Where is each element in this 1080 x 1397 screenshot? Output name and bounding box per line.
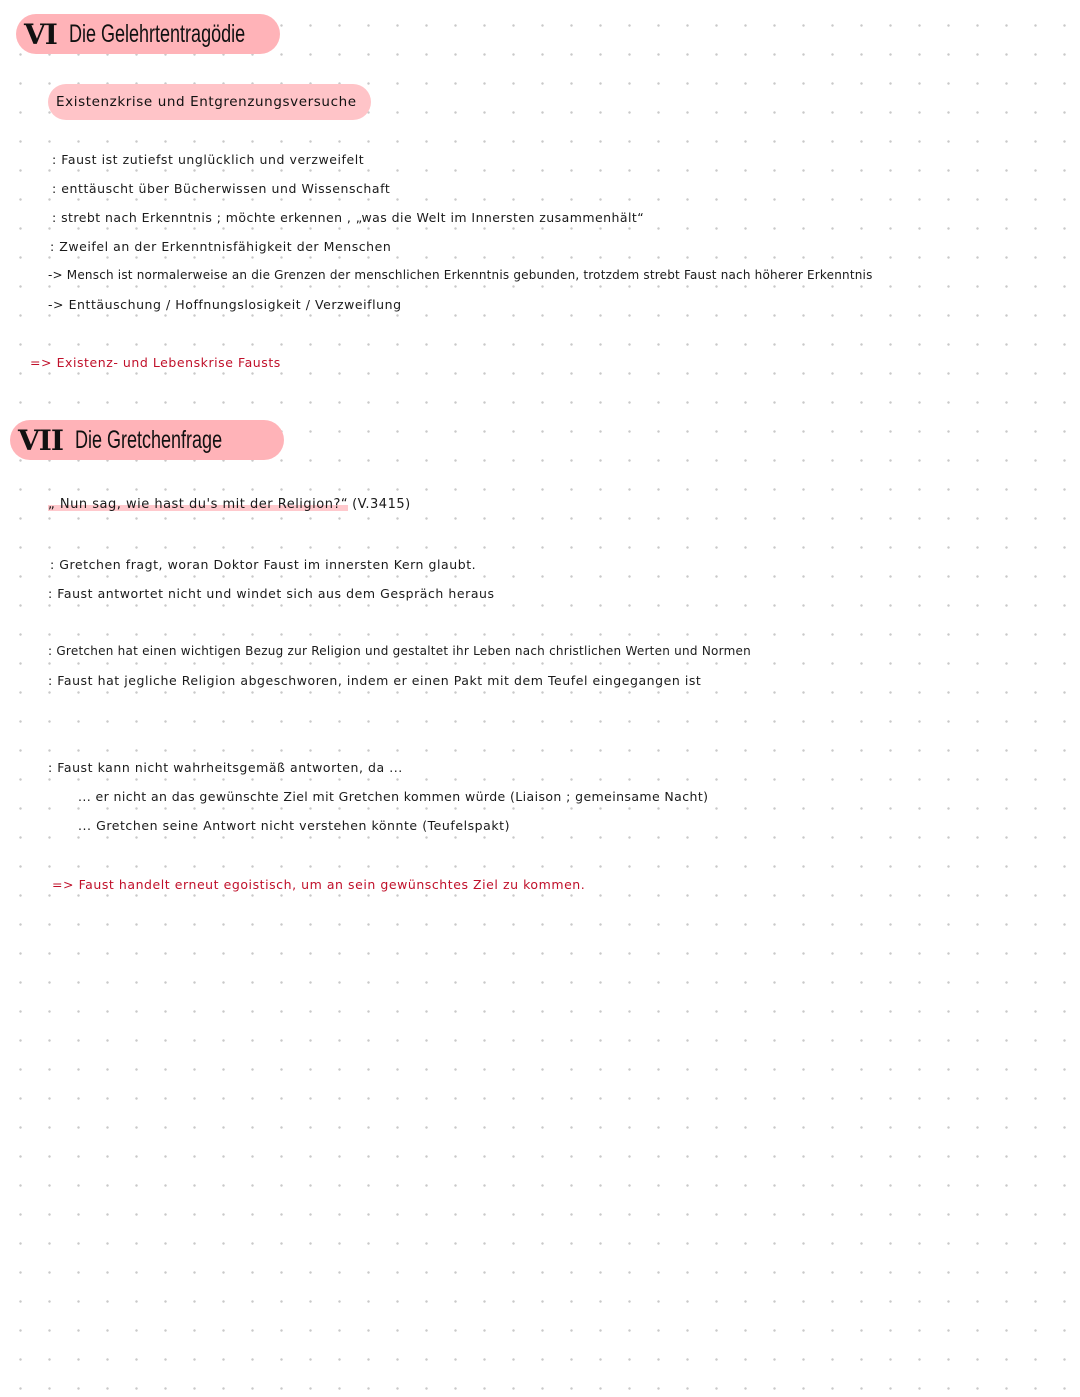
- subheading-existenzkrise: Existenzkrise und Entgrenzungsversuche: [48, 84, 371, 120]
- note-line: : enttäuscht über Bücherwissen und Wissenschaft: [52, 181, 391, 196]
- gretchen-quote: [48, 497, 411, 512]
- note-line: ... er nicht an das gewünschte Ziel mit Gretchen kommen würde (Liaison ; gemeinsame Nacht): [78, 789, 709, 804]
- note-line: : Faust kann nicht wahrheitsgemäß antworten, da ...: [48, 760, 403, 775]
- section-numeral: VI: [24, 17, 57, 51]
- section-title: Die Gretchenfrage: [74, 425, 223, 454]
- note-line: -> Mensch ist normalerweise an die Grenzen der menschlichen Erkenntnis gebunden, trotzdem strebt Faust nach höherer Erkenntnis: [48, 268, 873, 282]
- section-heading-7: [10, 420, 284, 460]
- note-line: : Faust hat jegliche Religion abgeschworen, indem er einen Pakt mit dem Teufel eingegangen ist: [48, 673, 702, 688]
- note-line: -> Enttäuschung / Hoffnungslosigkeit / Verzweiflung: [48, 297, 402, 312]
- note-line: : Gretchen hat einen wichtigen Bezug zur Religion und gestaltet ihr Leben nach christlichen Werten und Normen: [48, 644, 752, 658]
- section-title: Die Gelehrtentragödie: [68, 19, 245, 48]
- note-line: ... Gretchen seine Antwort nicht verstehen könnte (Teufelspakt): [78, 818, 511, 833]
- note-line: : Faust ist zutiefst unglücklich und verzweifelt: [52, 152, 365, 167]
- quote-reference: (V.3415): [352, 497, 411, 512]
- note-line: : Gretchen fragt, woran Doktor Faust im innersten Kern glaubt.: [50, 557, 477, 572]
- section-heading-6: [16, 14, 280, 54]
- conclusion-line: => Faust handelt erneut egoistisch, um an sein gewünschtes Ziel zu kommen.: [52, 877, 586, 892]
- conclusion-line: => Existenz- und Lebenskrise Fausts: [30, 355, 281, 370]
- note-line: : strebt nach Erkenntnis ; möchte erkennen , „was die Welt im Innersten zusammenhält“: [52, 210, 645, 225]
- quote-text: „ Nun sag, wie hast du's mit der Religion?“: [48, 497, 349, 512]
- note-line: : Faust antwortet nicht und windet sich aus dem Gespräch heraus: [48, 586, 495, 601]
- note-line: : Zweifel an der Erkenntnisfähigkeit der Menschen: [50, 239, 392, 254]
- section-numeral: VII: [18, 423, 63, 457]
